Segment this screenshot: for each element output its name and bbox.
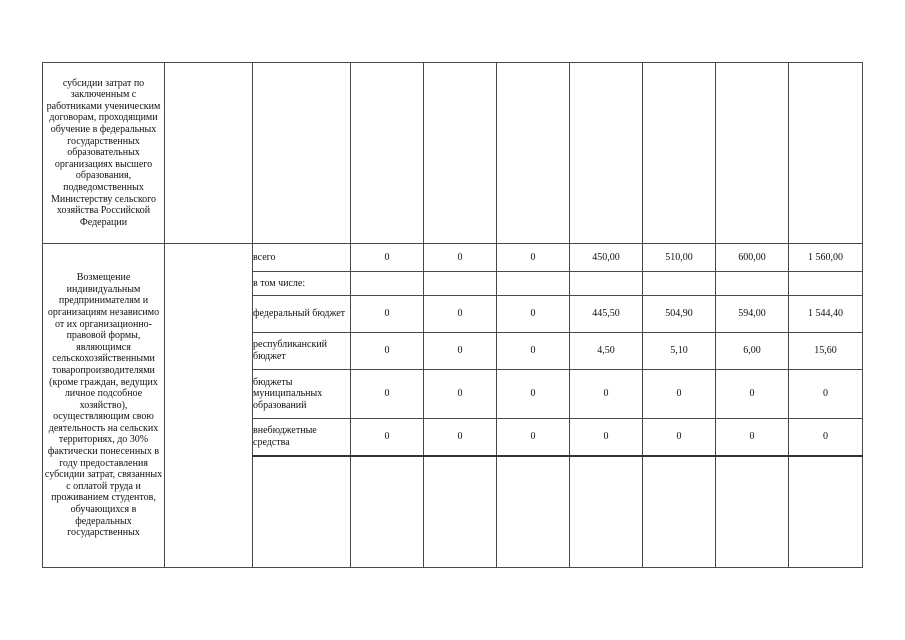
value-cell (643, 272, 716, 296)
value-cell: 0 (716, 419, 789, 457)
value-cell: 0 (424, 419, 497, 457)
value-cell: 0 (716, 370, 789, 419)
value-cell: 6,00 (716, 333, 789, 370)
empty-cell (253, 63, 351, 244)
value-cell (424, 272, 497, 296)
value-cell: 504,90 (643, 296, 716, 333)
value-cell: 0 (789, 419, 863, 457)
empty-cell (643, 63, 716, 244)
funding-source-label: бюджеты муниципальных образований (253, 370, 351, 419)
empty-cell (570, 456, 643, 568)
value-cell: 510,00 (643, 244, 716, 272)
value-cell: 0 (424, 333, 497, 370)
value-cell: 600,00 (716, 244, 789, 272)
empty-cell (716, 63, 789, 244)
value-cell: 0 (497, 370, 570, 419)
value-cell: 450,00 (570, 244, 643, 272)
empty-cell (424, 63, 497, 244)
value-cell: 0 (497, 419, 570, 457)
empty-cell (643, 456, 716, 568)
empty-cell (165, 63, 253, 244)
value-cell (351, 272, 424, 296)
budget-table (42, 62, 863, 568)
value-cell: 0 (351, 244, 424, 272)
measure-description-cell (43, 63, 165, 244)
value-cell: 0 (789, 370, 863, 419)
value-cell (789, 272, 863, 296)
funding-source-label: внебюджетные средства (253, 419, 351, 457)
empty-cell (789, 63, 863, 244)
value-cell: 0 (570, 370, 643, 419)
value-cell (570, 272, 643, 296)
measure-description: субсидии затрат по заключенным с работниками ученическим договорам, проходящими обучение в федеральных государственных образовательных организациях высшего образования, подведомственных Министерству сельского хозяйства Российской Федерации (46, 77, 161, 228)
value-cell: 0 (351, 296, 424, 333)
value-cell (497, 272, 570, 296)
value-cell: 0 (424, 244, 497, 272)
funding-source-label: федеральный бюджет (253, 296, 351, 333)
empty-cell (497, 456, 570, 568)
value-cell: 0 (643, 370, 716, 419)
empty-cell (165, 244, 253, 568)
empty-cell (497, 63, 570, 244)
measure-description-cell (43, 244, 165, 568)
value-cell: 0 (643, 419, 716, 457)
value-cell: 0 (351, 333, 424, 370)
value-cell: 0 (351, 370, 424, 419)
empty-cell (424, 456, 497, 568)
value-cell: 0 (424, 296, 497, 333)
value-cell (716, 272, 789, 296)
value-cell: 5,10 (643, 333, 716, 370)
empty-cell (570, 63, 643, 244)
empty-cell (716, 456, 789, 568)
funding-source-label: в том числе: (253, 272, 351, 296)
empty-cell (351, 63, 424, 244)
table-row (43, 244, 863, 272)
table-row (43, 63, 863, 244)
measure-description: Возмещение индивидуальным предпринимателям и организациям независимо от их организационно-правовой формы, являющимся сельскохозяйственными товаропроизводителями (кроме граждан, ведущих личное подсобное хозяйство), осуществляющим свою деятельность на сельских территориях, до 30% фактически понесенных в году предоставления субсидии затрат, связанных с оплатой труда и проживанием студентов, обучающихся в федеральных государственных (44, 272, 163, 539)
value-cell: 0 (497, 244, 570, 272)
value-cell: 0 (570, 419, 643, 457)
value-cell: 1 560,00 (789, 244, 863, 272)
value-cell: 1 544,40 (789, 296, 863, 333)
funding-source-label: всего (253, 244, 351, 272)
empty-cell (253, 456, 351, 568)
value-cell: 445,50 (570, 296, 643, 333)
value-cell: 15,60 (789, 333, 863, 370)
value-cell: 4,50 (570, 333, 643, 370)
value-cell: 0 (497, 333, 570, 370)
empty-cell (789, 456, 863, 568)
funding-source-label: республиканский бюджет (253, 333, 351, 370)
value-cell: 0 (351, 419, 424, 457)
value-cell: 594,00 (716, 296, 789, 333)
empty-cell (351, 456, 424, 568)
value-cell: 0 (497, 296, 570, 333)
value-cell: 0 (424, 370, 497, 419)
